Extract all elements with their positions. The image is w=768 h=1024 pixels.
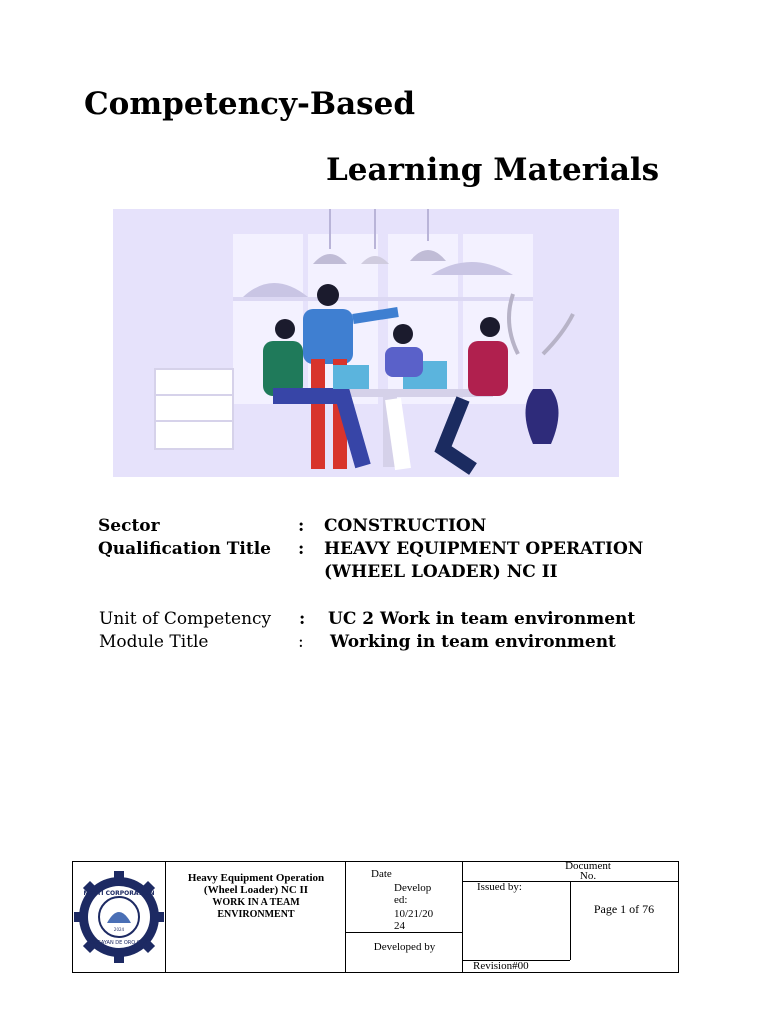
footer-document-line1: Document: [565, 860, 611, 872]
sector-label: Sector: [98, 516, 160, 536]
sector-colon: :: [298, 516, 305, 536]
footer-revision: Revision#00: [473, 960, 529, 972]
logo-text-bottom: CAGAYAN DE ORO CITY: [90, 940, 148, 946]
document-footer-table: [72, 861, 679, 973]
footer-logo-cell: [73, 862, 166, 972]
qualification-value-line2: (WHEEL LOADER) NC II: [324, 562, 558, 582]
footer-date-label: Date: [371, 868, 392, 880]
footer-module-line2: ENVIRONMENT: [217, 909, 295, 920]
footer-developed-by: Developed by: [373, 941, 436, 953]
document-title-line1: Competency-Based: [84, 86, 416, 122]
unit-label: Unit of Competency: [99, 609, 272, 629]
document-title-line2: Learning Materials: [326, 152, 660, 188]
footer-document-line2: No.: [579, 870, 597, 882]
footer-page-number: Page 1 of 76: [593, 902, 655, 916]
footer-issued-by: Issued by:: [477, 881, 522, 893]
footer-developed-date1: 10/21/20: [394, 908, 434, 920]
module-colon: :: [298, 632, 304, 652]
footer-date-divider: [346, 932, 463, 933]
footer-developed-line2: ed:: [394, 894, 408, 906]
qualification-value-line1: HEAVY EQUIPMENT OPERATION: [324, 539, 644, 559]
footer-document-cell: [463, 862, 678, 972]
logo-year: 2024: [113, 927, 125, 932]
module-value: Working in team environment: [330, 632, 616, 652]
sector-value: CONSTRUCTION: [324, 516, 487, 536]
footer-qual-line2: (Wheel Loader) NC II: [203, 884, 309, 896]
qualification-colon: :: [298, 539, 305, 559]
nctti-logo-icon: [74, 862, 164, 972]
module-label: Module Title: [99, 632, 209, 652]
footer-developed-line1: Develop: [394, 882, 432, 894]
team-meeting-illustration-icon: [113, 209, 619, 477]
unit-colon: :: [299, 609, 306, 629]
footer-qualification-cell: [166, 862, 346, 972]
footer-qual-line1: Heavy Equipment Operation: [187, 872, 325, 884]
footer-module-line1: WORK IN A TEAM: [212, 897, 300, 908]
logo-text-top: NCTTI CORPORATION: [83, 890, 155, 897]
footer-date-cell: [346, 862, 463, 972]
qualification-label: Qualification Title: [98, 539, 271, 559]
unit-value: UC 2 Work in team environment: [328, 609, 636, 629]
footer-developed-date2: 24: [394, 920, 405, 932]
footer-doc-divider-vertical: [570, 881, 571, 960]
